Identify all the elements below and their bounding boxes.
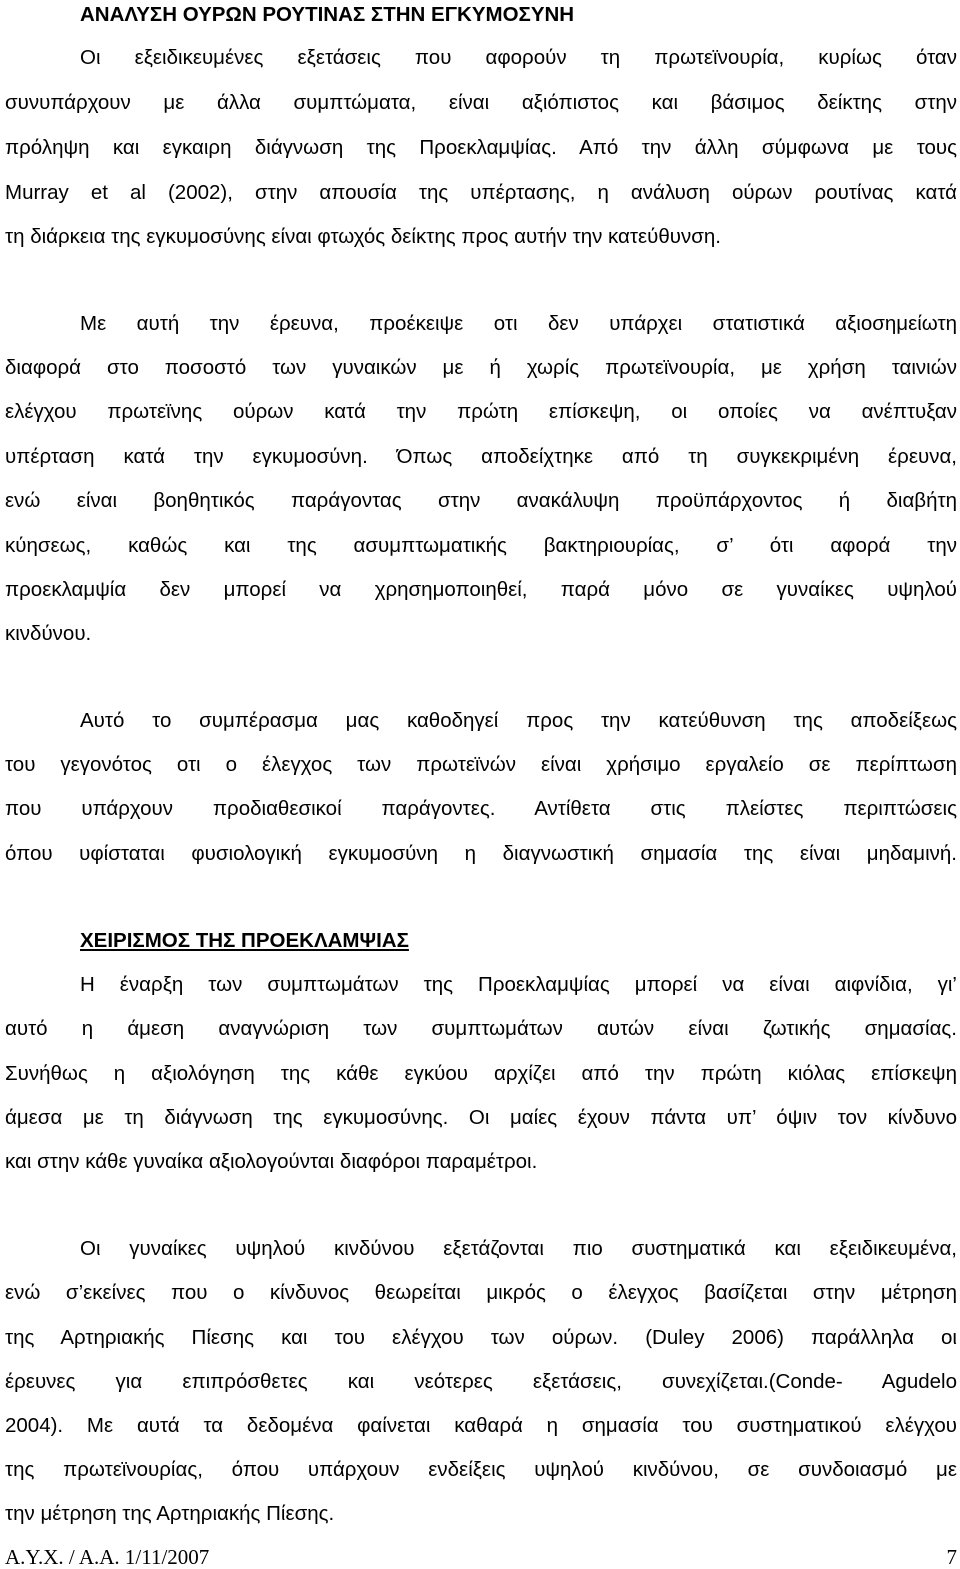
paragraph-line: συνυπάρχουν με άλλα συμπτώματα, είναι αξιόπιστος και βάσιμος δείκτης στην (5, 91, 957, 114)
paragraph-line: Murray et al (2002), στην απουσία της υπέρτασης, η ανάλυση ούρων ρουτίνας κατά (5, 181, 957, 204)
paragraph-line: αυτό η άμεση αναγνώριση των συμπτωμάτων αυτών είναι ζωτικής σημασίας. (5, 1017, 957, 1040)
paragraph-line: ελέγχου πρωτεϊνης ούρων κατά την πρώτη επίσκεψη, οι οποίες να ανέπτυξαν (5, 400, 957, 423)
paragraph-line: πρόληψη και εγκαιρη διάγνωση της Προεκλαμψίας. Από την άλλη σύμφωνα με τους (5, 136, 957, 159)
paragraph-line: ενώ είναι βοηθητικός παράγοντας στην ανακάλυψη προϋπάρχοντος ή διαβήτη (5, 489, 957, 512)
paragraph-line: την μέτρηση της Αρτηριακής Πίεσης. (5, 1502, 335, 1525)
paragraph-line: της Αρτηριακής Πίεσης και του ελέγχου των ούρων. (Duley 2006) παράλληλα οι (5, 1326, 957, 1349)
paragraph-line: κινδύνου. (5, 622, 92, 645)
paragraph-line: Η έναρξη των συμπτωμάτων της Προεκλαμψίας μπορεί να είναι αιφνίδια, γι’ (80, 973, 957, 996)
paragraph-line: Συνήθως η αξιολόγηση της κάθε εγκύου αρχίζει από την πρώτη κιόλας επίσκεψη (5, 1062, 957, 1085)
paragraph-line: διαφορά στο ποσοστό των γυναικών με ή χωρίς πρωτεϊνουρία, με χρήση ταινιών (5, 356, 957, 379)
paragraph-line: άμεσα με τη διάγνωση της εγκυμοσύνης. Οι μαίες έχουν πάντα υπ’ όψιν τον κίνδυνο (5, 1106, 957, 1129)
paragraph-line: υπέρταση κατά την εγκυμοσύνη. Όπως αποδείχτηκε από τη συγκεκριμένη έρευνα, (5, 445, 957, 468)
paragraph-line: όπου υφίσταται φυσιολογική εγκυμοσύνη η διαγνωστική σημασία της είναι μηδαμινή. (5, 842, 957, 865)
footer-reference: Α.Υ.Χ. / Α.Α. 1/11/2007 (5, 1545, 210, 1569)
paragraph-line: 2004). Με αυτά τα δεδομένα φαίνεται καθαρά η σημασία του συστηματικού ελέγχου (5, 1414, 957, 1437)
paragraph-line: έρευνες για επιπρόσθετες και νεότερες εξετάσεις, συνεχίζεται.(Conde- Agudelo (5, 1370, 957, 1393)
paragraph-line: προεκλαμψία δεν μπορεί να χρησημοποιηθεί, παρά μόνο σε γυναίκες υψηλού (5, 578, 957, 601)
paragraph-line: Οι εξειδικευμένες εξετάσεις που αφορούν τη πρωτεϊνουρία, κυρίως όταν (80, 46, 957, 69)
paragraph-line: τη διάρκεια της εγκυμοσύνης είναι φτωχός δείκτης προς αυτήν την κατεύθυνση. (5, 225, 721, 248)
page-number: 7 (946, 1545, 957, 1569)
paragraph-line: του γεγονότος οτι ο έλεγχος των πρωτεϊνών είναι χρήσιμο εργαλείο σε περίπτωση (5, 753, 957, 776)
paragraph-line: Οι γυναίκες υψηλού κινδύνου εξετάζονται πιο συστηματικά και εξειδικευμένα, (80, 1237, 957, 1260)
paragraph-line: Με αυτή την έρευνα, προέκειψε οτι δεν υπάρχει στατιστικά αξιοσημείωτη (80, 312, 957, 335)
paragraph-line: που υπάρχουν προδιαθεσικοί παράγοντες. Αντίθετα στις πλείστες περιπτώσεις (5, 797, 957, 820)
paragraph-line: της πρωτεϊνουρίας, όπου υπάρχουν ενδείξεις υψηλού κινδύνου, σε συνδοιασμό με (5, 1458, 957, 1481)
paragraph-line: Αυτό το συμπέρασμα μας καθοδηγεί προς την κατεύθυνση της αποδείξεως (80, 709, 957, 732)
paragraph-line: κύησεως, καθώς και της ασυμπτωματικής βακτηριουρίας, σ’ ότι αφορά την (5, 534, 957, 557)
paragraph-line: ενώ σ’εκείνες που ο κίνδυνος θεωρείται μικρός ο έλεγχος βασίζεται στην μέτρηση (5, 1281, 957, 1304)
section-heading-management: ΧΕΙΡΙΣΜΟΣ ΤΗΣ ΠΡΟΕΚΛΑΜΨΙΑΣ (80, 929, 409, 952)
paragraph-line: και στην κάθε γυναίκα αξιολογούνται διαφόροι παραμέτροι. (5, 1150, 538, 1173)
section-heading-urinalysis: ΑΝΑΛΥΣΗ ΟΥΡΩΝ ΡΟΥΤΙΝΑΣ ΣΤΗΝ ΕΓΚΥΜΟΣΥΝΗ (80, 3, 575, 26)
